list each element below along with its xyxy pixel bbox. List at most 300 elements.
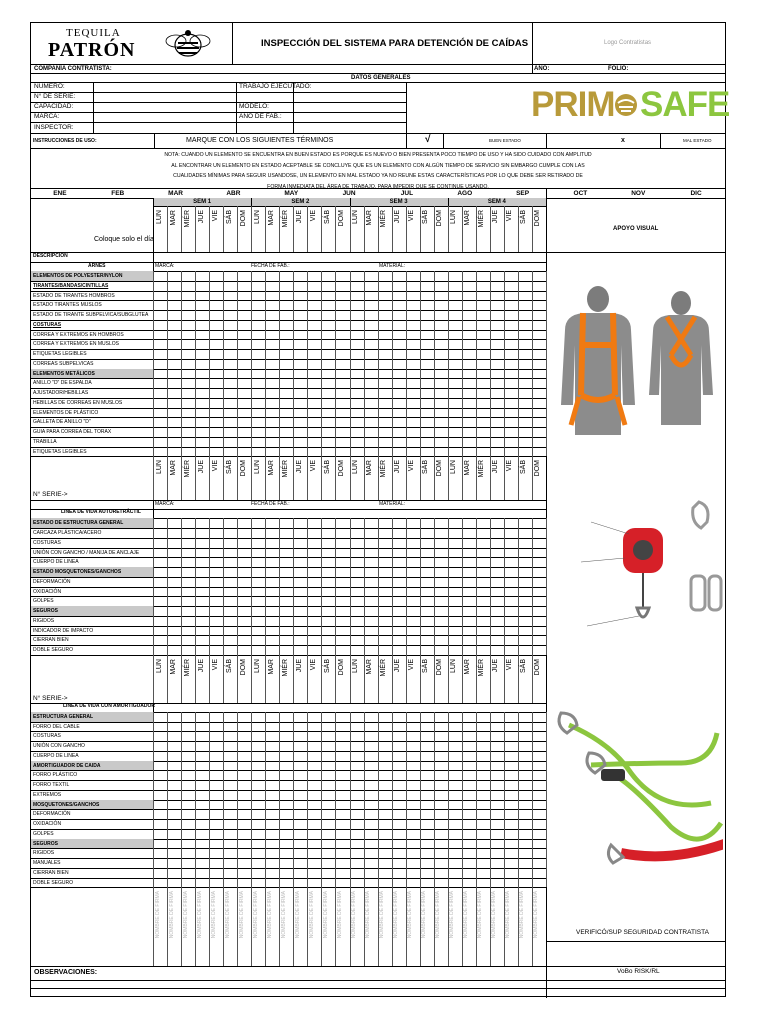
cell-divider <box>293 596 294 606</box>
cell-divider <box>335 878 336 888</box>
cell-divider <box>406 751 407 761</box>
cell-divider <box>420 780 421 790</box>
cell-divider <box>462 848 463 858</box>
cell-divider <box>546 408 547 418</box>
cell-divider <box>434 310 435 320</box>
cell-divider <box>321 839 322 849</box>
cell-divider <box>209 369 210 379</box>
cell-divider <box>462 761 463 771</box>
cell-divider <box>420 606 421 616</box>
cell-divider <box>223 339 224 349</box>
cell-divider <box>476 369 477 379</box>
cell-divider <box>279 868 280 878</box>
cell-divider <box>462 447 463 457</box>
cell-divider <box>434 408 435 418</box>
cell-divider <box>434 291 435 301</box>
cell-divider <box>279 780 280 790</box>
cell-divider <box>420 577 421 587</box>
cell-divider <box>195 751 196 761</box>
cell-divider <box>195 858 196 868</box>
signature-placeholder: NOMBRE DE FIRMA <box>294 891 301 939</box>
cell-divider <box>364 751 365 761</box>
cell-divider <box>181 635 182 645</box>
cell-divider <box>209 645 210 655</box>
cell-divider <box>504 770 505 780</box>
cell-divider <box>448 722 449 732</box>
cell-divider <box>462 349 463 359</box>
cell-divider <box>195 567 196 577</box>
cell-divider <box>265 417 266 427</box>
cell-divider <box>251 447 252 457</box>
cell-divider <box>223 858 224 868</box>
cell-divider <box>195 878 196 888</box>
cell-divider <box>434 349 435 359</box>
cell-divider <box>265 447 266 457</box>
cell-divider <box>518 310 519 320</box>
cell-divider <box>476 417 477 427</box>
cell-divider <box>181 378 182 388</box>
cell-divider <box>307 770 308 780</box>
cell-divider <box>237 518 238 528</box>
cell-divider <box>504 281 505 291</box>
cell-divider <box>307 567 308 577</box>
cell-divider <box>434 645 435 655</box>
cell-divider <box>490 626 491 636</box>
cell-divider <box>448 751 449 761</box>
cell-divider <box>167 809 168 819</box>
cell-divider <box>532 712 533 722</box>
cell-divider <box>251 271 252 281</box>
day-divider <box>195 887 196 966</box>
cell-divider <box>546 320 547 330</box>
cell-divider <box>518 868 519 878</box>
row-line <box>31 281 546 282</box>
cell-divider <box>307 447 308 457</box>
cell-divider <box>209 281 210 291</box>
cell-divider <box>293 780 294 790</box>
cell-divider <box>406 300 407 310</box>
nota-line: AL ENCONTRAR UN ELEMENTO EN ESTADO ACEPTABLE SE CONCLUYE QUE ES UN ELEMENTO CON ALGÚN TIEMPO DE SERVICIO SIN EMBARGO CUMPLE CON LAS <box>171 162 585 169</box>
cell-divider <box>462 300 463 310</box>
cell-divider <box>181 858 182 868</box>
cell-divider <box>490 878 491 888</box>
cell-divider <box>420 839 421 849</box>
month-label: AGO <box>457 190 473 197</box>
cell-divider <box>223 722 224 732</box>
retractil-title: LINEA DE VIDA AUTORETRÁCTIL <box>61 509 141 516</box>
item-label: ESTADO DE TIRANTE SUBPELVICA/SUBGLUTEA <box>33 312 149 318</box>
cell-divider <box>434 528 435 538</box>
cell-divider <box>546 359 547 369</box>
material-field: MATERIAL: <box>379 501 406 508</box>
cell-divider <box>476 878 477 888</box>
cell-divider <box>209 635 210 645</box>
cell-divider <box>378 538 379 548</box>
cell-divider <box>335 349 336 359</box>
cell-divider <box>321 800 322 810</box>
cell-divider <box>293 635 294 645</box>
row-line <box>31 790 546 791</box>
cell-divider <box>153 538 154 548</box>
day-divider <box>279 655 280 703</box>
cell-divider <box>448 712 449 722</box>
cell-divider <box>546 635 547 645</box>
cell-divider <box>476 339 477 349</box>
cell-divider <box>476 577 477 587</box>
cell-divider <box>462 790 463 800</box>
day-divider <box>195 456 196 500</box>
signature-placeholder: NOMBRE DE FIRMA <box>210 891 217 939</box>
cell-divider <box>532 427 533 437</box>
cell-divider <box>293 848 294 858</box>
cell-divider <box>335 616 336 626</box>
cell-divider <box>237 819 238 829</box>
cell-divider <box>462 712 463 722</box>
day-divider <box>476 456 477 500</box>
cell-divider <box>321 359 322 369</box>
day-divider <box>223 206 224 252</box>
cell-divider <box>237 447 238 457</box>
day-divider <box>490 456 491 500</box>
cell-divider <box>223 369 224 379</box>
cell-divider <box>434 606 435 616</box>
cell-divider <box>504 731 505 741</box>
cell-divider <box>504 300 505 310</box>
day-divider <box>167 655 168 703</box>
cell-divider <box>223 577 224 587</box>
row-line <box>31 616 546 617</box>
cell-divider <box>420 848 421 858</box>
cell-divider <box>321 408 322 418</box>
cell-divider <box>518 858 519 868</box>
cell-divider <box>335 538 336 548</box>
day-divider <box>406 206 407 252</box>
cell-divider <box>279 790 280 800</box>
row-line <box>31 417 546 418</box>
cell-divider <box>223 300 224 310</box>
cell-divider <box>476 271 477 281</box>
day-divider <box>153 887 154 966</box>
cell-divider <box>293 839 294 849</box>
cell-divider <box>237 800 238 810</box>
cell-divider <box>195 790 196 800</box>
cell-divider <box>167 577 168 587</box>
cell-divider <box>350 417 351 427</box>
cell-divider <box>434 800 435 810</box>
cell-divider <box>251 780 252 790</box>
cell-divider <box>279 800 280 810</box>
cell-divider <box>209 398 210 408</box>
cell-divider <box>462 518 463 528</box>
cell-divider <box>237 645 238 655</box>
day-label: SÁB <box>520 210 528 225</box>
cell-divider <box>420 281 421 291</box>
cell-divider <box>392 310 393 320</box>
cell-divider <box>434 596 435 606</box>
cell-divider <box>406 538 407 548</box>
cell-divider <box>546 427 547 437</box>
cell-divider <box>476 587 477 597</box>
cell-divider <box>504 528 505 538</box>
cell-divider <box>350 722 351 732</box>
cell-divider <box>251 606 252 616</box>
cell-divider <box>153 310 154 320</box>
cell-divider <box>293 770 294 780</box>
cell-divider <box>420 567 421 577</box>
cell-divider <box>462 780 463 790</box>
cell-divider <box>251 645 252 655</box>
cell-divider <box>364 596 365 606</box>
cell-divider <box>321 712 322 722</box>
cell-divider <box>518 577 519 587</box>
cell-divider <box>462 538 463 548</box>
cell-divider <box>167 635 168 645</box>
month-label: FEB <box>111 190 125 197</box>
cell-divider <box>406 417 407 427</box>
cell-divider <box>462 770 463 780</box>
cell-divider <box>350 741 351 751</box>
cell-divider <box>392 528 393 538</box>
cell-divider <box>420 398 421 408</box>
cell-divider <box>293 378 294 388</box>
cell-divider <box>420 868 421 878</box>
day-label: DOM <box>337 658 345 676</box>
cell-divider <box>350 635 351 645</box>
cell-divider <box>279 369 280 379</box>
nota-line: CUALIDADES MÍNIMAS PARA SEGUIR USANDOSE, UN ELEMENTO EN MAL ESTADO YA NO REUNE ESTAS CARACTERÍSTICAS POR LO QUE DEBE SER RETIRADO DE <box>173 173 583 179</box>
cell-divider <box>209 271 210 281</box>
cell-divider <box>392 291 393 301</box>
day-divider <box>434 456 435 500</box>
cell-divider <box>434 819 435 829</box>
cell-divider <box>153 557 154 567</box>
cell-divider <box>209 427 210 437</box>
day-divider <box>546 456 547 500</box>
cell-divider <box>279 349 280 359</box>
cell-divider <box>307 388 308 398</box>
cell-divider <box>265 809 266 819</box>
cell-divider <box>223 751 224 761</box>
item-label: OXIDACIÓN <box>33 588 62 595</box>
cell-divider <box>434 339 435 349</box>
cell-divider <box>293 751 294 761</box>
cell-divider <box>293 300 294 310</box>
cell-divider <box>406 281 407 291</box>
cell-divider <box>279 330 280 340</box>
cell-divider <box>153 528 154 538</box>
cell-divider <box>448 369 449 379</box>
cell-divider <box>321 741 322 751</box>
cell-divider <box>335 790 336 800</box>
cell-divider <box>181 417 182 427</box>
cell-divider <box>251 349 252 359</box>
item-label: AMORTIGUADOR DE CAIDA <box>33 762 101 769</box>
cell-divider <box>153 437 154 447</box>
cell-divider <box>209 330 210 340</box>
cell-divider <box>181 359 182 369</box>
cell-divider <box>279 567 280 577</box>
cell-divider <box>378 848 379 858</box>
cell-divider <box>335 645 336 655</box>
cell-divider <box>335 722 336 732</box>
cell-divider <box>364 339 365 349</box>
cell-divider <box>434 577 435 587</box>
cell-divider <box>420 858 421 868</box>
day-divider <box>181 655 182 703</box>
day-divider <box>209 456 210 500</box>
cell-divider <box>546 388 547 398</box>
cell-divider <box>448 447 449 457</box>
cell-divider <box>223 800 224 810</box>
cell-divider <box>476 548 477 558</box>
cell-divider <box>167 369 168 379</box>
day-label: SÁB <box>323 210 331 225</box>
cell-divider <box>321 330 322 340</box>
cell-divider <box>293 616 294 626</box>
day-label: MAR <box>464 658 472 675</box>
cell-divider <box>434 770 435 780</box>
row-line <box>31 751 546 752</box>
cell-divider <box>518 349 519 359</box>
day-label: VIE <box>408 210 416 222</box>
cell-divider <box>265 320 266 330</box>
cell-divider <box>293 369 294 379</box>
cell-divider <box>546 518 547 528</box>
item-label: COSTURAS <box>33 321 62 328</box>
day-divider <box>251 206 252 252</box>
signature-placeholder: NOMBRE DE FIRMA <box>421 891 428 939</box>
cell-divider <box>504 330 505 340</box>
cell-divider <box>209 300 210 310</box>
cell-divider <box>167 596 168 606</box>
cell-divider <box>392 398 393 408</box>
cell-divider <box>490 635 491 645</box>
cell-divider <box>406 606 407 616</box>
cell-divider <box>293 606 294 616</box>
cell-divider <box>350 800 351 810</box>
cell-divider <box>532 606 533 616</box>
cell-divider <box>209 858 210 868</box>
item-label: GUIA PARA CORREA DEL TORAX <box>33 429 112 435</box>
signature-placeholder: NOMBRE DE FIRMA <box>322 891 329 939</box>
day-label: JUE <box>197 658 205 672</box>
day-divider <box>392 206 393 252</box>
cell-divider <box>153 878 154 888</box>
cell-divider <box>392 538 393 548</box>
cell-divider <box>490 398 491 408</box>
cell-divider <box>448 770 449 780</box>
cell-divider <box>406 271 407 281</box>
row-line <box>31 770 546 771</box>
cell-divider <box>420 809 421 819</box>
cell-divider <box>251 751 252 761</box>
cell-divider <box>279 271 280 281</box>
cell-divider <box>321 868 322 878</box>
cell-divider <box>181 300 182 310</box>
cell-divider <box>448 281 449 291</box>
row-line <box>31 868 546 869</box>
cell-divider <box>335 330 336 340</box>
cell-divider <box>307 359 308 369</box>
buen-estado-label: BUEN ESTADO <box>489 138 521 143</box>
cell-divider <box>153 359 154 369</box>
cell-divider <box>490 339 491 349</box>
cell-divider <box>335 770 336 780</box>
arnes-title: ARNÉS <box>88 263 106 269</box>
cell-divider <box>490 819 491 829</box>
cell-divider <box>181 722 182 732</box>
cell-divider <box>195 819 196 829</box>
cell-divider <box>476 557 477 567</box>
day-divider <box>251 655 252 703</box>
cell-divider <box>153 378 154 388</box>
cell-divider <box>518 359 519 369</box>
row-line <box>31 427 546 428</box>
cell-divider <box>448 800 449 810</box>
cell-divider <box>420 437 421 447</box>
cell-divider <box>448 557 449 567</box>
cell-divider <box>490 722 491 732</box>
cell-divider <box>420 635 421 645</box>
day-label: MAR <box>169 658 177 675</box>
cell-divider <box>504 712 505 722</box>
signature-row <box>153 887 546 966</box>
cell-divider <box>448 809 449 819</box>
cell-divider <box>293 548 294 558</box>
cell-divider <box>153 427 154 437</box>
cell-divider <box>335 606 336 616</box>
cell-divider <box>153 388 154 398</box>
cell-divider <box>321 596 322 606</box>
day-divider <box>279 456 280 500</box>
month-label: JUL <box>400 190 414 197</box>
cell-divider <box>181 281 182 291</box>
month-label: ENE <box>53 190 67 197</box>
cell-divider <box>181 557 182 567</box>
cell-divider <box>251 839 252 849</box>
cell-divider <box>167 548 168 558</box>
cell-divider <box>364 300 365 310</box>
cell-divider <box>350 538 351 548</box>
cell-divider <box>490 790 491 800</box>
brand-line1: TEQUILA <box>66 27 121 39</box>
cell-divider <box>251 587 252 597</box>
cell-divider <box>546 596 547 606</box>
cell-divider <box>279 417 280 427</box>
cell-divider <box>153 780 154 790</box>
item-label: FORRO TEXTIL <box>33 782 70 788</box>
cell-divider <box>504 848 505 858</box>
day-label: DOM <box>436 658 444 676</box>
cell-divider <box>195 712 196 722</box>
coloque-cell <box>31 198 153 252</box>
cell-divider <box>223 417 224 427</box>
cell-divider <box>532 626 533 636</box>
cell-divider <box>181 596 182 606</box>
day-label: LUN <box>450 460 458 475</box>
cell-divider <box>265 291 266 301</box>
day-divider <box>518 655 519 703</box>
cell-divider <box>293 281 294 291</box>
cell-divider <box>434 868 435 878</box>
cell-divider <box>364 408 365 418</box>
cell-divider <box>378 839 379 849</box>
week-label: SEM 3 <box>389 199 408 205</box>
cell-divider <box>518 741 519 751</box>
cell-divider <box>223 809 224 819</box>
day-divider <box>265 655 266 703</box>
cell-divider <box>546 369 547 379</box>
